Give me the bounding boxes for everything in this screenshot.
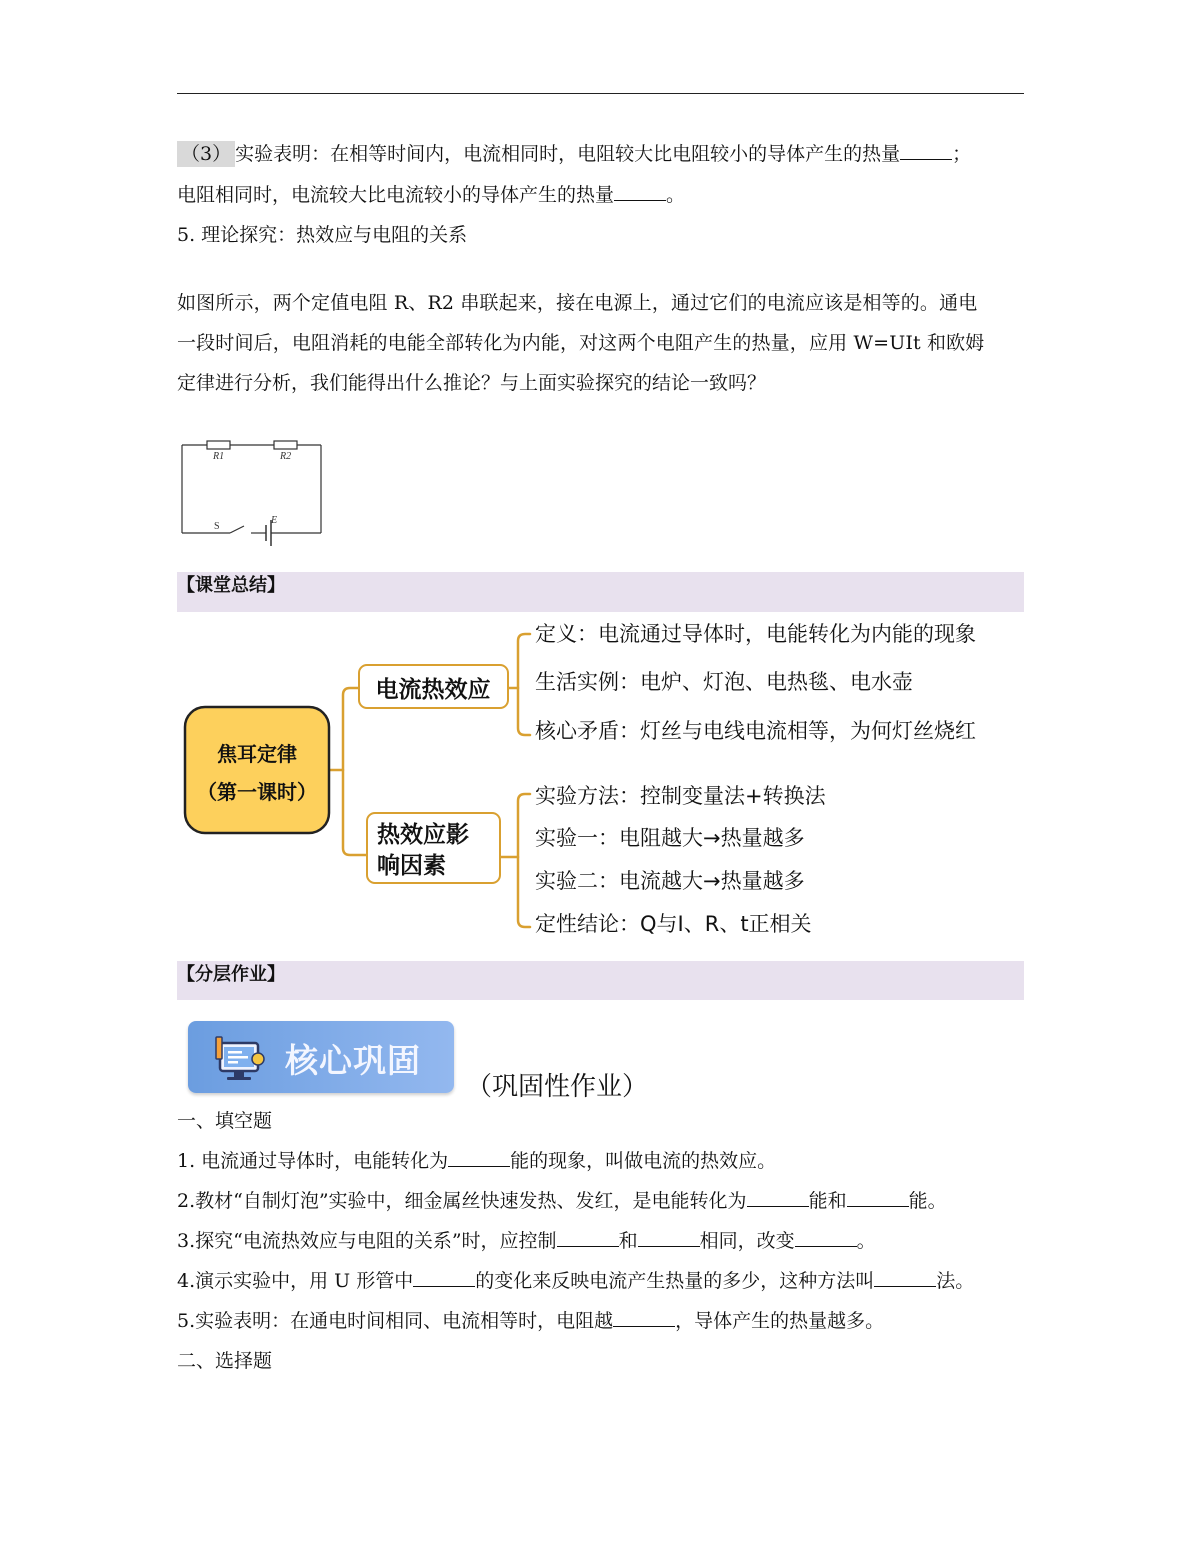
question-4 — [177, 1261, 974, 1301]
b1-item: 定义：电流通过导体时，电能转化为内能的现象 — [535, 622, 976, 646]
answer-blank[interactable] — [448, 1144, 510, 1167]
answer-blank[interactable] — [847, 1184, 909, 1207]
answer-blank[interactable] — [795, 1224, 857, 1247]
section-multiple-choice: 二、选择题 — [177, 1350, 273, 1372]
q2-text-a: 2.教材“自制灯泡”实验中，细金属丝快速发热、发红，是电能转化为 — [177, 1190, 747, 1212]
b2-item: 实验一：电阻越大→热量越多 — [535, 826, 805, 850]
part3-text-a: 实验表明：在相等时间内，电流相同时，电阻较大比电阻较小的导体产生的热量 — [235, 143, 901, 165]
r1-label: R1 — [213, 451, 225, 462]
homework-bar-label: 【分层作业】 — [177, 964, 285, 985]
part5-heading: 5. 理论探究：热效应与电阻的关系 — [177, 224, 468, 246]
b2-item: 实验方法：控制变量法+转换法 — [535, 784, 826, 808]
branch1-label: 电流热效应 — [375, 677, 491, 703]
part3-line2-text: 电阻相同时，电流较大比电流较小的导体产生的热量 — [177, 184, 615, 206]
root-label-2: （第一课时） — [197, 780, 317, 804]
homework-bar — [177, 961, 1024, 1000]
root-node — [185, 707, 329, 833]
branch2-label-1: 热效应影 — [377, 822, 469, 848]
b1-item: 生活实例：电炉、灯泡、电热毯、电水壶 — [535, 670, 913, 694]
question-2 — [177, 1181, 947, 1221]
answer-blank[interactable] — [613, 1304, 675, 1327]
q4-text-a: 4.演示实验中，用 U 形管中 — [177, 1270, 414, 1292]
q3-text-a: 3.探究“电流热效应与电阻的关系”时，应控制 — [177, 1230, 557, 1252]
answer-blank[interactable] — [413, 1264, 475, 1287]
question-3 — [177, 1221, 876, 1261]
intro-line2: 一段时间后，电阻消耗的电能全部转化为内能，对这两个电阻产生的热量，应用 W=UIt 和欧姆 — [177, 332, 985, 354]
question-1 — [177, 1141, 776, 1181]
answer-blank[interactable] — [638, 1224, 700, 1247]
root-label-1: 焦耳定律 — [217, 742, 297, 766]
intro-line3: 定律进行分析，我们能得出什么推论？与上面实验探究的结论一致吗？ — [177, 372, 767, 394]
core-consolidation-badge — [188, 1021, 454, 1093]
b1-item: 核心矛盾：灯丝与电线电流相等，为何灯丝烧红 — [535, 719, 976, 743]
q3-text-d: 。 — [856, 1230, 876, 1252]
q1-text-b: 能的现象，叫做电流的热效应。 — [510, 1150, 777, 1172]
intro-line1: 如图所示，两个定值电阻 R、R2 串联起来，接在电源上，通过它们的电流应该是相等的。通电 — [177, 292, 978, 314]
q1-text-a: 1. 电流通过导体时，电能转化为 — [177, 1150, 449, 1172]
question-5 — [177, 1301, 884, 1341]
q5-text-a: 5.实验表明：在通电时间相同、电流相等时，电阻越 — [177, 1310, 614, 1332]
badge-subtitle: （巩固性作业） — [466, 1072, 649, 1102]
badge-title: 核心巩固 — [285, 1041, 421, 1080]
q4-text-b: 的变化来反映电流产生热量的多少，这种方法叫 — [475, 1270, 875, 1292]
answer-blank[interactable] — [874, 1264, 936, 1287]
branch2-label-2: 响因素 — [377, 853, 446, 879]
r2-label: R2 — [280, 451, 292, 462]
part3-text-b: ； — [952, 143, 972, 165]
battery-label: E — [271, 515, 278, 526]
b2-item: 实验二：电流越大→热量越多 — [535, 869, 805, 893]
q2-text-c: 能。 — [908, 1190, 947, 1212]
q3-text-c: 相同，改变 — [699, 1230, 795, 1252]
computer-study-icon — [210, 1029, 270, 1089]
part3-line2-end: 。 — [666, 184, 686, 206]
q5-text-b: ，导体产生的热量越多。 — [675, 1310, 885, 1332]
section-fill-in: 一、填空题 — [177, 1110, 273, 1132]
q4-text-c: 法。 — [936, 1270, 975, 1292]
b2-item: 定性结论：Q与I、R、t正相关 — [535, 912, 812, 936]
answer-blank[interactable] — [747, 1184, 809, 1207]
summary-bar-label: 【课堂总结】 — [177, 575, 285, 596]
switch-label: S — [214, 521, 220, 532]
q3-text-b: 和 — [618, 1230, 638, 1252]
answer-blank[interactable] — [557, 1224, 619, 1247]
question-number: （3） — [177, 141, 235, 167]
q2-text-b: 能和 — [808, 1190, 847, 1212]
